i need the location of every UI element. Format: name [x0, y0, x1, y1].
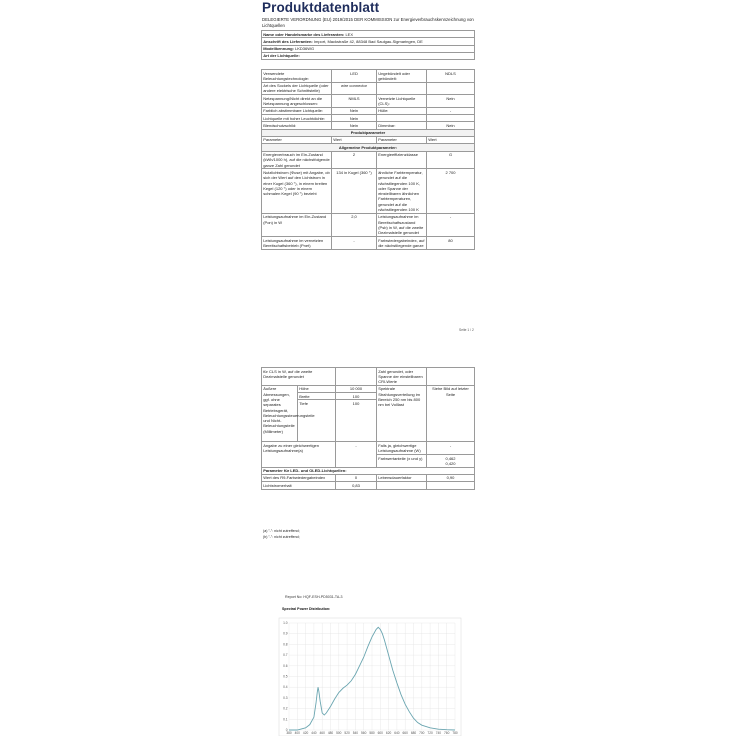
x-tick-label: 460 — [319, 731, 325, 735]
y-tick-label: 0.1 — [283, 717, 288, 722]
table-row: Äußere Abmessungen, ggf. ohne separates Betriebsgerät, Beleuchtungssteuerungsteile und Nicht-Beleuchtungsteile (Millimeter) Höhe 10 000 Spektrale Strahlungsverteilung im Bereich 250 nm bis 800 nm bei Volllast Siehe Bild auf letzter Seite — [262, 385, 475, 392]
table-row: Art des Sockels der Lichtquelle (oder andere elektrische Schnittstelle) wire connector — [262, 82, 475, 95]
regulation-text: DELEGIERTE VERORDNUNG (EU) 2019/2015 DER KOMMISSION zur Energieverbrauchskennzeichnung von Lichtquellen — [262, 17, 474, 28]
x-tick-label: 620 — [385, 731, 392, 735]
x-tick-label: 420 — [302, 731, 309, 735]
x-tick-label: 480 — [327, 731, 334, 735]
y-tick-label: 0 — [285, 728, 288, 732]
table-row: Lichtstromerhalt 0,83 — [262, 482, 475, 489]
continued-table — [261, 367, 475, 490]
table-row: Farbwertanteile (x und y) 0,462 0,420 — [262, 455, 475, 468]
x-tick-label: 500 — [336, 731, 342, 735]
document-title: Produktdatenblatt — [262, 0, 380, 15]
col-header: Wert — [332, 136, 377, 143]
x-tick-label: 600 — [377, 731, 383, 735]
footnote: (b) "-": nicht zutreffend; — [263, 535, 300, 539]
x-tick-label: 780 — [452, 731, 458, 735]
y-tick-label: 1.0 — [283, 621, 288, 625]
table-row: Blendschutzschild: Nein Dimmbar: Nein — [262, 122, 475, 129]
table-row: Nutzlichtstrom (Φuse) mit Angabe, ob sich der Wert auf den Lichtstrom in einer Kugel (360 °), in einem breiten Kegel (120 °) oder in einem schmalen Kegel (90 °) bezieht 134 in Kugel (360 °) ähnliche Farbtemperatur, gerundet auf die nächstliegenden 100 K, oder Spanne der einstellbaren ähnlichen Farbtemperaturen, gerundet auf die nächstliegenden 100 K 2 700 — [262, 169, 475, 213]
x-tick-label: 560 — [361, 731, 367, 735]
x-tick-label: 700 — [419, 731, 425, 735]
y-tick-label: 0.3 — [283, 695, 288, 700]
table-row: für CLS in W, auf die zweite Dezimalstelle gerundet Zahl gerundet, oder Spanne der einstellbaren CRI-Werte — [262, 368, 475, 386]
col-header: Parameter — [262, 136, 332, 143]
col-header: Parameter — [377, 136, 427, 143]
y-tick-label: 0.2 — [283, 706, 288, 711]
spd-title: Spectral Power Distribution: — [282, 607, 331, 611]
y-tick-label: 0.9 — [283, 631, 288, 636]
table-row: Tiefe 100 — [262, 400, 475, 442]
y-tick-label: 0.4 — [283, 685, 288, 690]
x-tick-label: 660 — [402, 731, 408, 735]
spd-chart — [279, 618, 461, 736]
chart-grid — [289, 623, 455, 730]
footnote: (a) "-": nicht zutreffend; — [263, 529, 300, 533]
supplier-address-row: Anschrift des Lieferanten: Import, Mackstraße 42, 88348 Bad Saulgau-Sigmaringen, DE — [262, 38, 475, 45]
y-tick-label: 0.5 — [283, 674, 288, 679]
report-number: Report No: HQF-ESH-PD5031-TA-3 — [285, 595, 343, 599]
table-row: Verwendete Beleuchtungstechnologie: LED Ungebündelt oder gebündelt: NDLS — [262, 70, 475, 83]
table-row: Angabe zu einer gleichwertigen Leistungsaufnahme(a) - Falls ja, gleichwertige Leistungsaufnahme (W) - — [262, 442, 475, 455]
col-header: Wert — [427, 136, 475, 143]
x-tick-label: 640 — [394, 731, 400, 735]
product-params-heading: Produktparameter — [262, 129, 475, 136]
table-row: Leistungsaufnahme im Ein-Zustand (Pon) in W 2,0 Leistungsaufnahme im Bereitschaftszustand (Psb) in W, auf die zweite Dezimalstelle gerundet - — [262, 213, 475, 236]
table-row: Netzspannung/Nicht direkt an die Netzspannung angeschlossen: NMLS Vernetzte Lichtquelle (CLS): Nein — [262, 95, 475, 108]
model-row: Modellkennung: LKD36WG — [262, 45, 475, 52]
page-number: Seite 1 / 2 — [459, 328, 474, 332]
led-params-heading: Parameter für LED- und OLED-Lichtquellen: — [262, 467, 475, 474]
supplier-table — [261, 30, 475, 60]
table-row: Leistungsaufnahme im vernetzten Bereitschaftsbetrieb (Pnet) - Farbwiedergabeindex, auf die nächstliegende ganze 80 — [262, 237, 475, 250]
y-tick-label: 0.8 — [283, 642, 288, 647]
x-tick-label: 540 — [352, 731, 359, 735]
table-row: Breite 100 — [262, 393, 475, 400]
general-params-heading: Allgemeine Produktparameter: — [262, 144, 475, 151]
x-tick-label: 400 — [294, 731, 300, 735]
x-tick-label: 740 — [435, 731, 442, 735]
y-tick-label: 0.6 — [283, 663, 288, 668]
x-tick-label: 680 — [410, 731, 417, 735]
table-row: Energieverbrauch im Ein-Zustand (kWh/1000 h), auf die nächstfolgende ganze Zahl gerundet 2 Energieeffizienzklasse G — [262, 151, 475, 169]
footnotes — [263, 528, 300, 540]
supplier-name-row: Name oder Handelsmarke des Lieferanten: LEX — [262, 31, 475, 38]
table-row: Wert des R9-Farbwiedergabeindex 0 Lebensdauerfaktor 0,90 — [262, 474, 475, 481]
light-source-table — [261, 69, 475, 250]
table-row: Farblich abstimmbare Lichtquelle: Nein Hülle: - — [262, 107, 475, 114]
x-tick-label: 440 — [311, 731, 317, 735]
x-tick-label: 760 — [444, 731, 450, 735]
x-tick-label: 580 — [369, 731, 375, 735]
x-tick-labels — [286, 731, 458, 735]
x-tick-label: 720 — [427, 731, 433, 735]
y-tick-label: 0.7 — [283, 653, 288, 658]
x-tick-label: 520 — [344, 731, 350, 735]
x-tick-label: 380 — [286, 731, 292, 735]
table-row: Lichtquelle mit hoher Leuchtdichte: Nein — [262, 115, 475, 122]
light-type-heading: Art der Lichtquelle: — [262, 52, 475, 59]
